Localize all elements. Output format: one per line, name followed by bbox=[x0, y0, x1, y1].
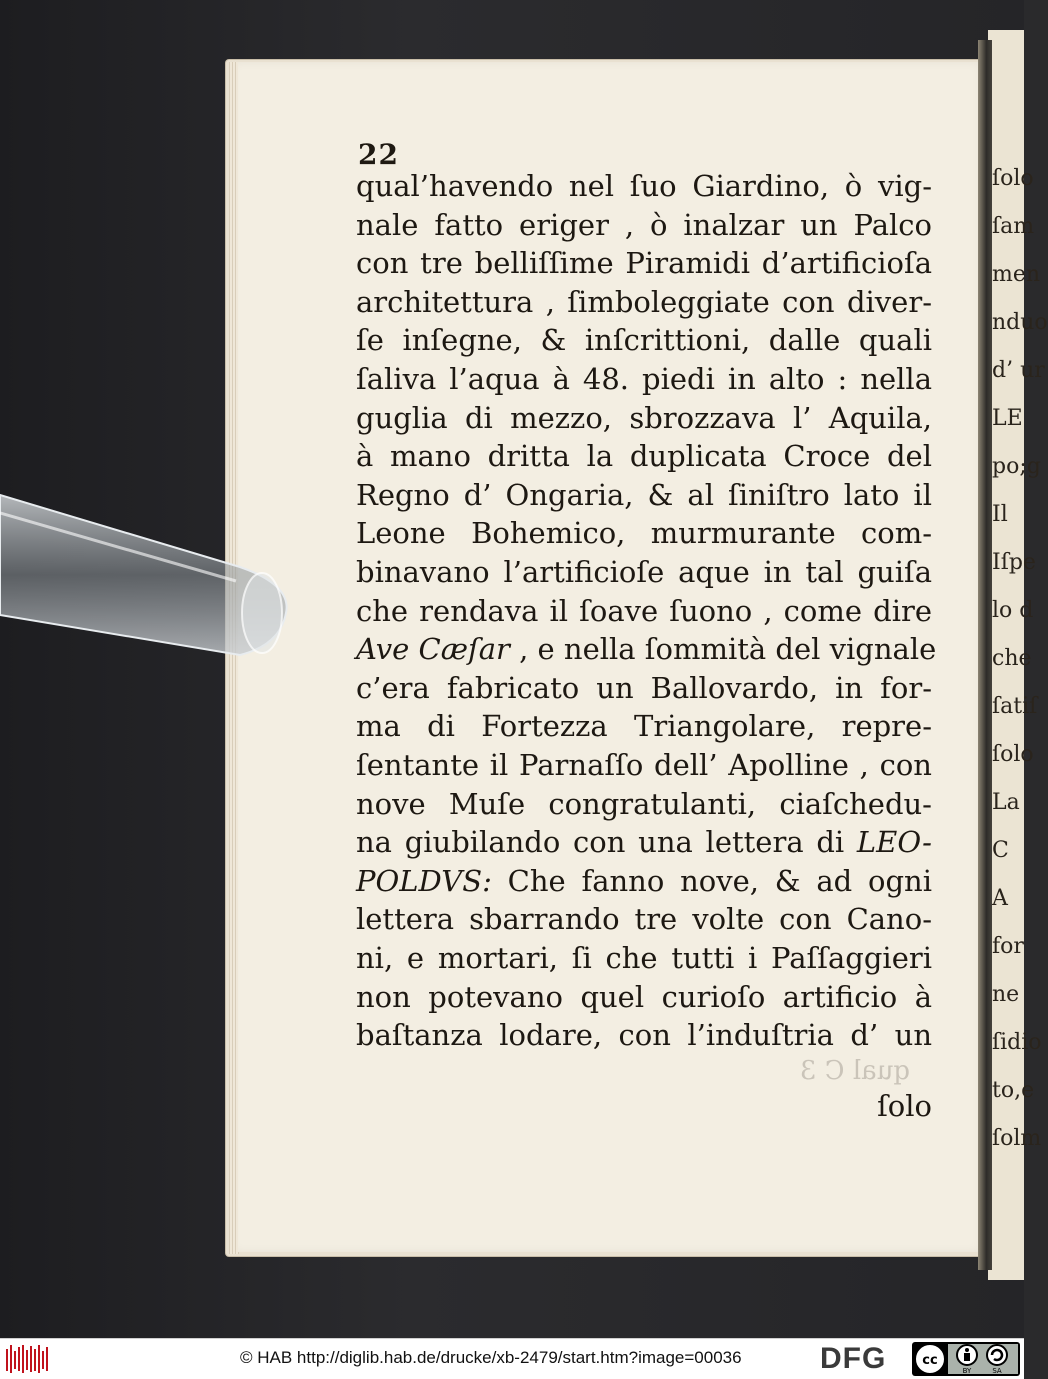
text-line: qual’havendo nel ſuo Giardino, ò vig- bbox=[356, 169, 932, 203]
text-line: nove Muſe congratulanti, ciaſchedu- bbox=[356, 786, 932, 821]
facing-page-fragment: che bbox=[992, 646, 1032, 671]
text-line: POLDVS: Che fanno nove, & ad ogni bbox=[356, 863, 932, 898]
dfg-logo: DFG bbox=[820, 1342, 887, 1375]
facing-page-fragment: A bbox=[992, 886, 1008, 911]
facing-page-fragment: ſam bbox=[992, 214, 1035, 239]
text-line: non potevano quel curioſo artificio à bbox=[356, 979, 932, 1014]
text-line: ni, e mortari, ſi che tutti i Paſſaggieri bbox=[356, 941, 932, 975]
text-line: con tre belliſſime Piramidi d’artificioſa bbox=[356, 246, 932, 281]
facing-page-fragment: Il bbox=[992, 502, 1008, 527]
facing-page-fragment: d’ ur bbox=[992, 358, 1045, 383]
sa-label: SA bbox=[992, 1367, 1002, 1375]
text-line: baſtanza lodare, con l’induſtria d’ un bbox=[356, 1018, 932, 1053]
facing-page bbox=[988, 30, 1048, 1280]
facing-page-fragment: men bbox=[992, 262, 1041, 287]
text-line: ma di Fortezza Triangolare, repre- bbox=[356, 709, 932, 744]
facing-page-fragment: nduo bbox=[992, 310, 1048, 335]
facing-page-fragment: ſidio bbox=[992, 1030, 1042, 1055]
catchword: ſolo bbox=[877, 1089, 932, 1123]
facing-page-fragment: ne bbox=[992, 982, 1020, 1007]
text-line: ſe inſegne, & inſcrittioni, dalle quali bbox=[356, 323, 932, 358]
text-line: che rendava il ſoave ſuono , come dire bbox=[356, 593, 932, 628]
facing-page-fragment: LE bbox=[992, 406, 1023, 431]
text-line: Leone Bohemico, murmurante com- bbox=[356, 516, 932, 551]
cc-by-sa-license-icon[interactable] bbox=[912, 1342, 1020, 1376]
glass-weight-icon bbox=[0, 495, 290, 665]
book-gutter bbox=[978, 40, 992, 1270]
footer-bar bbox=[0, 1338, 1024, 1379]
facing-page-fragment: to,e bbox=[992, 1078, 1035, 1103]
facing-page-fragment: Iſpe bbox=[992, 550, 1036, 575]
copyright-link[interactable]: © HAB http://diglib.hab.de/drucke/xb-2479/start.htm?image=00036 bbox=[240, 1348, 742, 1367]
text-line: Ave Cæſar , e nella ſommità del vignale bbox=[356, 632, 937, 667]
text-line: binavano l’artificioſe aque in tal guiſa bbox=[356, 555, 932, 589]
bleed-through-text: qual C 3 bbox=[799, 1056, 910, 1086]
facing-page-fragment: ſolo bbox=[992, 742, 1034, 767]
text-line: nale fatto eriger , ò inalzar un Palco bbox=[356, 207, 932, 242]
cc-label: cc bbox=[922, 1353, 938, 1368]
facing-page-fragment: ſatiſ bbox=[992, 694, 1038, 719]
text-line: na giubilando con una lettera di LEO- bbox=[356, 825, 932, 860]
text-line: ſaliva l’aqua à 48. piedi in alto : nella bbox=[356, 362, 932, 396]
facing-page-fragment: ſolm bbox=[992, 1126, 1042, 1151]
facing-page-fragment: C bbox=[992, 838, 1009, 863]
facing-page-fragment: for bbox=[992, 934, 1024, 959]
facing-page-fragment: po;g bbox=[992, 454, 1041, 479]
text-line: ſentante il Parnaſſo dell’ Apolline , con bbox=[356, 748, 932, 782]
hab-logo-icon bbox=[6, 1345, 48, 1373]
facing-page-fragment: La bbox=[992, 790, 1020, 815]
text-line: Regno d’ Ongaria, & al ſiniſtro lato il bbox=[356, 477, 932, 512]
text-line: architettura , ſimboleggiate con diver- bbox=[356, 284, 932, 319]
text-line: lettera sbarrando tre volte con Cano- bbox=[356, 902, 932, 937]
by-label: BY bbox=[962, 1367, 972, 1375]
text-line: guglia di mezzo, sbrozzava l’ Aquila, bbox=[356, 400, 932, 435]
text-line: c’era fabricato un Ballovardo, in for- bbox=[356, 670, 932, 705]
text-line: à mano dritta la duplicata Croce del bbox=[356, 439, 932, 474]
page-number: 22 bbox=[358, 138, 399, 171]
facing-page-fragment: lo d bbox=[992, 598, 1034, 623]
facing-page-fragment: ſolo bbox=[992, 166, 1034, 191]
